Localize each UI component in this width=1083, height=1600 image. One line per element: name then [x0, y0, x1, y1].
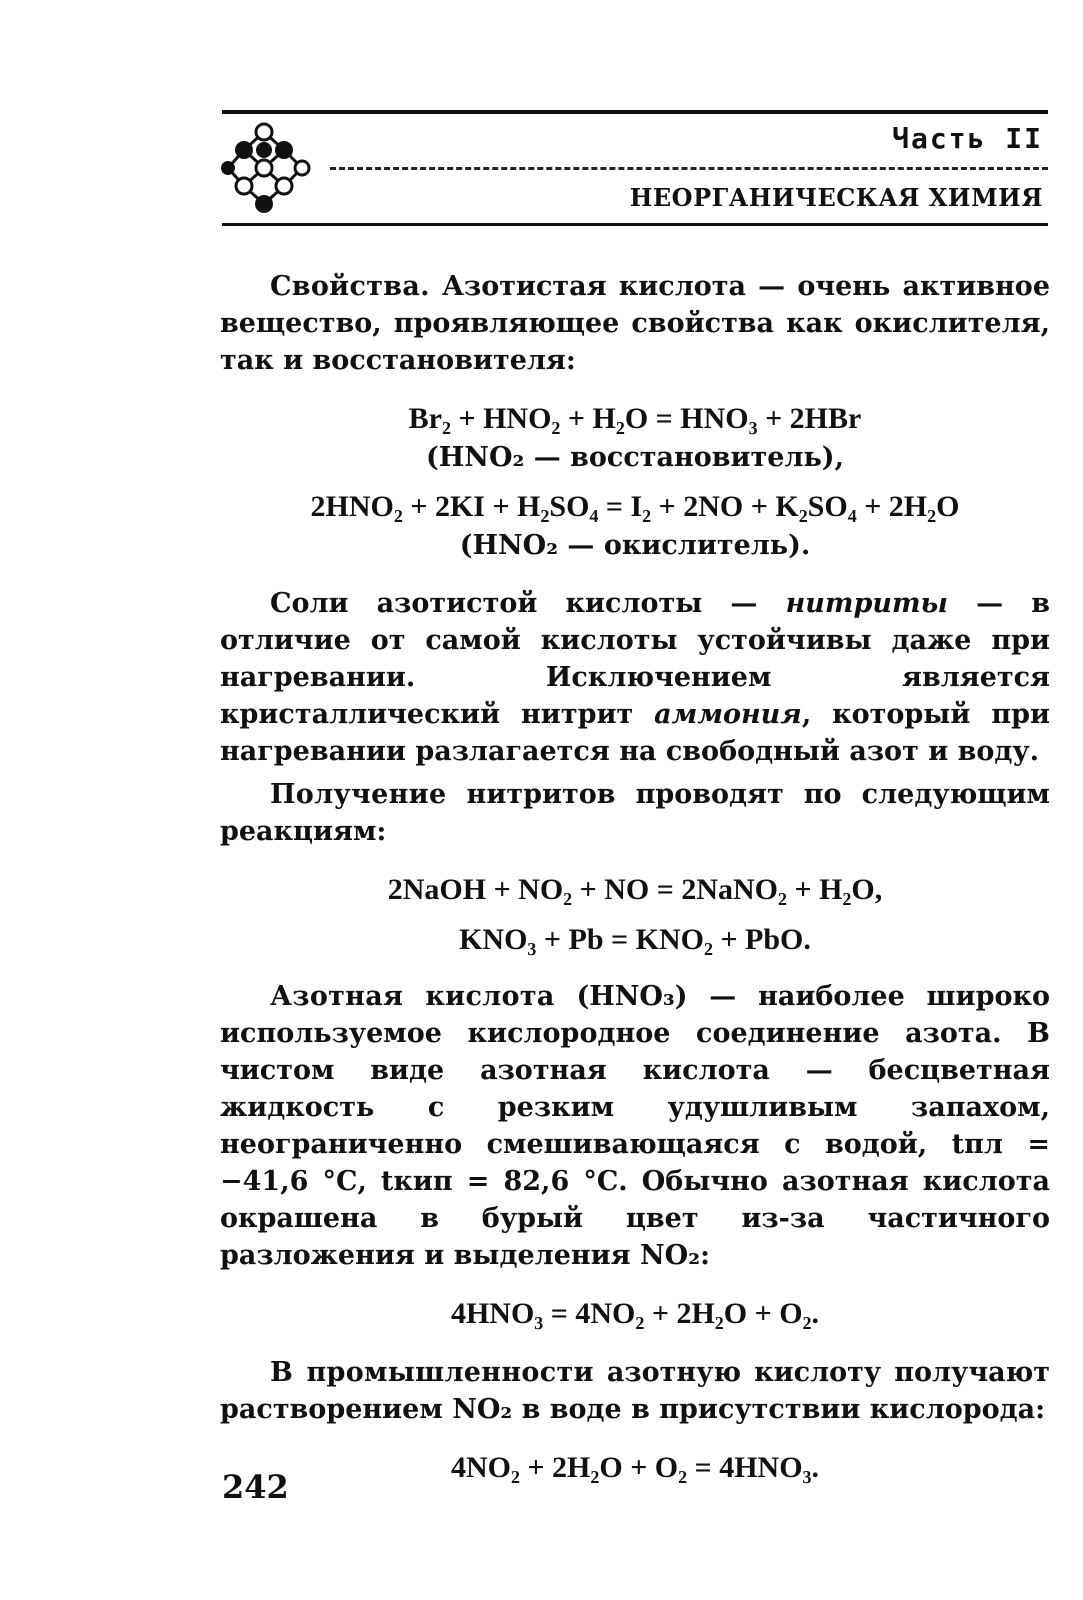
header-top-rule	[222, 110, 1048, 114]
page-text	[220, 268, 1050, 1488]
term-nitrites: нитриты	[785, 588, 948, 619]
paragraph-preparation: Получение нитритов проводят по следующим реакциям:	[220, 779, 1050, 847]
equation-5: 4HNO₃ = 4NO₂ + 2H₂O + O₂.	[450, 1297, 820, 1330]
properties-text: Азотистая кислота — очень активное вещество, проявляющее свойства как окислителя, так и восстановителя:	[220, 271, 1050, 376]
equation-3: 2NaOH + NO₂ + NO = 2NaNO₂ + H₂O,	[387, 873, 883, 906]
section-label: НЕОРГАНИЧЕСКАЯ ХИМИЯ	[629, 183, 1043, 212]
equation-4: KNO₃ + Pb = KNO₂ + PbO.	[459, 923, 811, 956]
paragraph-nitric-acid: Азотная кислота (HNO₃) — наиболее широко используемое кислородное соединение азота. В чистом виде азотная кислота — бесцветная жидкость с резким удушливым запахом, неограниченно смешивающаяся с водой, tпл = −41,6 °С, tкип = 82,6 °С. Обычно азотная кислота окрашена в бурый цвет из-за частичного разложения и выделения NO₂:	[220, 981, 1050, 1271]
term-ammonium: аммония	[654, 699, 802, 730]
preparation-lead: Получение	[270, 779, 447, 810]
header-dashed-rule	[330, 167, 1048, 170]
header-bottom-rule	[222, 223, 1048, 226]
properties-lead: Свойства.	[270, 271, 430, 302]
part-label: Часть II	[892, 122, 1043, 155]
equation-2: 2HNO₂ + 2KI + H₂SO₄ = I₂ + 2NO + K₂SO₄ + 2H₂O	[310, 490, 960, 523]
paragraph-industry: В промышленности азотную кислоту получают растворением NO₂ в воде в присутствии кислорода:	[220, 1357, 1051, 1425]
equation-2-note: (HNO₂ — окислитель).	[459, 530, 811, 561]
industry-lead: В промышленности	[270, 1357, 594, 1388]
paragraph-nitrites: Соли азотистой кислоты — нитриты — в отличие от самой кислоты устойчивы даже при нагревании. Исключением является кристаллический нитрит аммония, который при нагревании разлагается на свободный азот и воду.	[220, 588, 1051, 767]
nitric-acid-lead: Азотная кислота	[270, 981, 555, 1012]
crystal-lattice-icon	[220, 118, 320, 218]
paragraph-properties	[220, 268, 1050, 379]
page-number: 242	[222, 1468, 289, 1506]
equation-1-note: (HNO₂ — восстановитель),	[426, 442, 844, 473]
equation-1: Br₂ + HNO₂ + H₂O = HNO₃ + 2HBr	[408, 402, 862, 435]
equation-6: 4NO₂ + 2H₂O + O₂ = 4HNO₃.	[450, 1451, 820, 1484]
